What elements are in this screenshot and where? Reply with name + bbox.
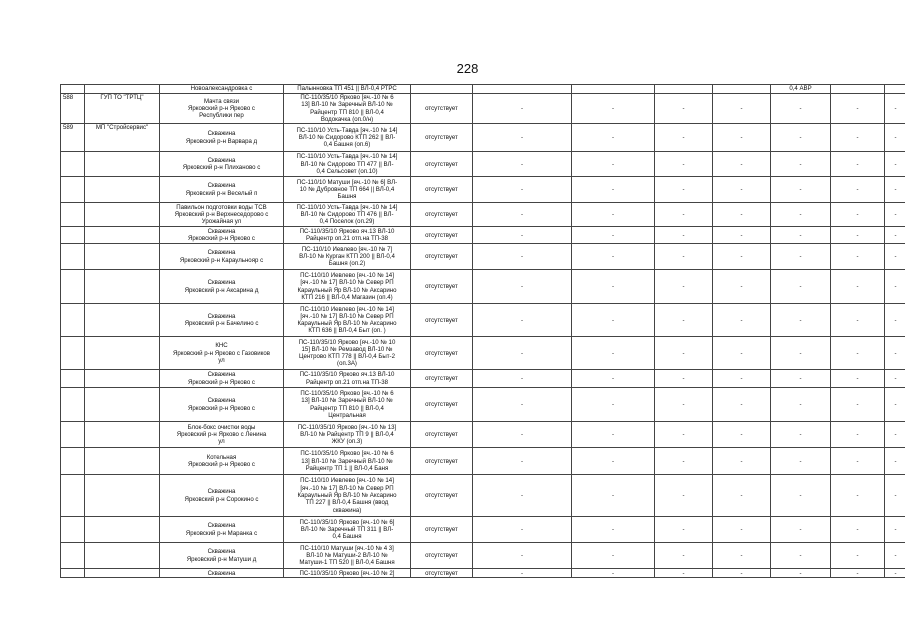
cell-col-10: - <box>771 337 831 370</box>
cell-status: отсутствует <box>411 227 473 244</box>
cell-col-11: - <box>831 448 885 475</box>
cell-col-9: - <box>713 337 771 370</box>
cell-status: отсутствует <box>411 475 473 517</box>
cell-col-9: - <box>713 94 771 124</box>
cell-col-10: - <box>771 517 831 543</box>
cell-col-8: - <box>655 448 713 475</box>
cell-power-supply-scheme: ПС-110/35/10 Ярково [яч.-10 № 6 13] ВЛ-10 № Заречный ВЛ-10 № Райцентр ТП 810 || ВЛ-0,4 Водокачка (оп.0/н) <box>284 94 411 124</box>
cell-row-number <box>61 304 85 337</box>
cell-col-9 <box>713 85 771 94</box>
cell-col-11: - <box>831 177 885 203</box>
cell-col-6: - <box>473 270 572 304</box>
table-row <box>61 270 905 304</box>
cell-col-9: - <box>713 227 771 244</box>
cell-col-8 <box>655 85 713 94</box>
cell-col-7: - <box>572 94 655 124</box>
cell-object-name: Скважина Ярковский р-н Маранка с <box>160 517 284 543</box>
cell-col-9: - <box>713 152 771 177</box>
cell-row-number <box>61 227 85 244</box>
cell-status: отсутствует <box>411 337 473 370</box>
cell-status <box>411 85 473 94</box>
table-row <box>61 124 905 152</box>
cell-col-7: - <box>572 244 655 270</box>
cell-col-11: - <box>831 94 885 124</box>
cell-col-7: - <box>572 388 655 422</box>
cell-col-11: - <box>831 124 885 152</box>
cell-power-supply-scheme: ПС-110/35/10 Ярково [яч.-10 № 6] ВЛ-10 № Заречный ТП 311 || ВЛ- 0,4 Башня <box>284 517 411 543</box>
table-row <box>61 475 905 517</box>
cell-col-10: - <box>771 448 831 475</box>
cell-col-6 <box>473 85 572 94</box>
cell-col-9: - <box>713 270 771 304</box>
cell-col-10: - <box>771 422 831 448</box>
consumer-table <box>60 84 905 578</box>
table-row <box>61 152 905 177</box>
cell-col-9: - <box>713 517 771 543</box>
cell-col-7: - <box>572 517 655 543</box>
cell-col-10: - <box>771 177 831 203</box>
cell-status: отсутствует <box>411 94 473 124</box>
cell-power-supply-scheme: ПС-110/10 Иевлево [яч.-10 № 14] [яч.-10 № 17] ВЛ-10 № Север РП Караульный Яр ВЛ-10 № Аксарино ТП 227 || ВЛ-0,4 Башня (ввод скважина) <box>284 475 411 517</box>
cell-col-8: - <box>655 475 713 517</box>
cell-organization <box>85 517 160 543</box>
cell-col-6: - <box>473 244 572 270</box>
cell-col-11: - <box>831 370 885 388</box>
cell-col-12: - <box>885 448 905 475</box>
cell-col-12: - <box>885 227 905 244</box>
cell-object-name: Скважина Ярковский р-н Аксарина д <box>160 270 284 304</box>
cell-organization <box>85 337 160 370</box>
cell-col-6: - <box>473 304 572 337</box>
cell-col-8: - <box>655 304 713 337</box>
cell-row-number <box>61 203 85 227</box>
cell-row-number: 588 <box>61 94 85 124</box>
cell-organization <box>85 543 160 569</box>
cell-col-12: - <box>885 475 905 517</box>
cell-status: отсутствует <box>411 124 473 152</box>
cell-object-name: Мачта связи Ярковский р-н Ярково с Республики пер <box>160 94 284 124</box>
cell-col-12: - <box>885 94 905 124</box>
cell-power-supply-scheme: ПС-110/10 Матуши [яч.-10 № 4 3] ВЛ-10 № Матуши-2 ВЛ-10 № Матуши-1 ТП 520 || ВЛ-0,4 Башня <box>284 543 411 569</box>
cell-col-11 <box>831 85 885 94</box>
cell-col-11: - <box>831 422 885 448</box>
cell-power-supply-scheme: ПС-110/10 Иевлево [яч.-10 № 7] ВЛ-10 № Курган КТП 200 || ВЛ-0,4 Башня (оп.2) <box>284 244 411 270</box>
table-row <box>61 448 905 475</box>
cell-object-name: КНС Ярковский р-н Ярково с Газовиков ул <box>160 337 284 370</box>
cell-col-6: - <box>473 448 572 475</box>
cell-organization: МП "Стройсервис" <box>85 124 160 152</box>
cell-col-8: - <box>655 270 713 304</box>
cell-organization <box>85 388 160 422</box>
cell-col-9: - <box>713 370 771 388</box>
cell-col-9: - <box>713 203 771 227</box>
cell-col-11: - <box>831 543 885 569</box>
cell-object-name: Скважина Ярковский р-н Сорокино с <box>160 475 284 517</box>
cell-col-11: - <box>831 270 885 304</box>
table-row <box>61 517 905 543</box>
cell-power-supply-scheme: ПС-110/10 Усть-Тавда [яч.-10 № 14] ВЛ-10 № Сидорово ТП 476 || ВЛ- 0,4 Поселок (оп.29) <box>284 203 411 227</box>
cell-col-8: - <box>655 203 713 227</box>
cell-col-12: - <box>885 152 905 177</box>
cell-status: отсутствует <box>411 244 473 270</box>
cell-col-7: - <box>572 270 655 304</box>
cell-status: отсутствует <box>411 448 473 475</box>
cell-col-10: - <box>771 152 831 177</box>
cell-power-supply-scheme: ПС-110/10 Иевлево [яч.-10 № 14] [яч.-10 № 17] ВЛ-10 № Север РП Караульный Яр ВЛ-10 № Аксарино КТП 216 || ВЛ-0,4 Магазин (оп.4) <box>284 270 411 304</box>
cell-col-7: - <box>572 203 655 227</box>
table-row <box>61 370 905 388</box>
cell-power-supply-scheme: ПС-110/35/10 Ярково яч.13 ВЛ-10 Райцентр оп.21 отп.на ТП-38 <box>284 370 411 388</box>
cell-col-12: - <box>885 124 905 152</box>
cell-col-9: - <box>713 304 771 337</box>
cell-power-supply-scheme: ПС-110/35/10 Ярково [яч.-10 № 6 13] ВЛ-10 № Заречный ВЛ-10 № Райцентр ТП 1 || ВЛ-0,4 Баня <box>284 448 411 475</box>
cell-col-7: - <box>572 337 655 370</box>
cell-col-10: 0,4 АВР <box>771 85 831 94</box>
cell-power-supply-scheme: ПС-110/10 Усть-Тавда [яч.-10 № 14] ВЛ-10 № Сидорово КТП 262 || ВЛ- 0,4 Башня (оп.6) <box>284 124 411 152</box>
cell-row-number <box>61 448 85 475</box>
cell-organization <box>85 475 160 517</box>
cell-col-7: - <box>572 124 655 152</box>
cell-col-10: - <box>771 203 831 227</box>
cell-organization <box>85 304 160 337</box>
cell-col-12: - <box>885 177 905 203</box>
cell-organization <box>85 370 160 388</box>
cell-col-7: - <box>572 543 655 569</box>
cell-object-name: Скважина Ярковский р-н Веселый п <box>160 177 284 203</box>
cell-col-6: - <box>473 422 572 448</box>
cell-row-number <box>61 177 85 203</box>
cell-col-11: - <box>831 203 885 227</box>
cell-row-number <box>61 152 85 177</box>
cell-col-9: - <box>713 244 771 270</box>
cell-object-name: Скважина Ярковский р-н Караульнояр с <box>160 244 284 270</box>
cell-col-6: - <box>473 517 572 543</box>
cell-col-6: - <box>473 94 572 124</box>
cell-object-name: Скважина Ярковский р-н Бачелино с <box>160 304 284 337</box>
cell-col-6: - <box>473 152 572 177</box>
cell-power-supply-scheme: ПС-110/35/10 Ярково [яч.-10 № 10 15] ВЛ-10 № Ремзавод ВЛ-10 № Центрово КТП 778 || ВЛ-0,4 Быт-2 (оп.3А) <box>284 337 411 370</box>
cell-col-8: - <box>655 124 713 152</box>
cell-row-number: 589 <box>61 124 85 152</box>
cell-status: отсутствует <box>411 304 473 337</box>
cell-col-10: - <box>771 244 831 270</box>
table-row <box>61 85 905 94</box>
cell-col-9: - <box>713 448 771 475</box>
table-row <box>61 94 905 124</box>
cell-object-name: Скважина Ярковский р-н Варвара д <box>160 124 284 152</box>
cell-status: отсутствует <box>411 152 473 177</box>
cell-col-11: - <box>831 227 885 244</box>
cell-col-7: - <box>572 569 655 578</box>
cell-col-10: - <box>771 475 831 517</box>
cell-status: отсутствует <box>411 517 473 543</box>
cell-col-8: - <box>655 177 713 203</box>
cell-object-name: Блок-бокс очистки воды Ярковский р-н Ярково с Ленина ул <box>160 422 284 448</box>
cell-object-name: Скважина Ярковский р-н Ярково с <box>160 388 284 422</box>
cell-col-8: - <box>655 422 713 448</box>
cell-status: отсутствует <box>411 569 473 578</box>
cell-row-number <box>61 270 85 304</box>
cell-col-6: - <box>473 203 572 227</box>
cell-row-number <box>61 244 85 270</box>
cell-organization <box>85 177 160 203</box>
cell-col-7: - <box>572 475 655 517</box>
cell-organization <box>85 270 160 304</box>
cell-col-10: - <box>771 270 831 304</box>
cell-col-11: - <box>831 517 885 543</box>
cell-col-6: - <box>473 177 572 203</box>
cell-col-6: - <box>473 337 572 370</box>
cell-object-name: Скважина <box>160 569 284 578</box>
cell-row-number <box>61 85 85 94</box>
cell-col-11: - <box>831 152 885 177</box>
cell-status: отсутствует <box>411 203 473 227</box>
cell-col-12 <box>885 85 905 94</box>
cell-col-12: - <box>885 304 905 337</box>
cell-col-12: - <box>885 270 905 304</box>
cell-col-11: - <box>831 388 885 422</box>
cell-object-name: Новоалександровка с <box>160 85 284 94</box>
cell-col-9: - <box>713 177 771 203</box>
cell-col-7: - <box>572 177 655 203</box>
cell-col-8: - <box>655 388 713 422</box>
cell-power-supply-scheme: ПС-110/35/10 Ярково [яч.-10 № 2] <box>284 569 411 578</box>
cell-col-10: - <box>771 543 831 569</box>
cell-power-supply-scheme: ПС-110/35/10 Ярково [яч.-10 № 13] ВЛ-10 № Райцентр ТП 9 || ВЛ-0,4 ЖКУ (оп.3) <box>284 422 411 448</box>
cell-col-7: - <box>572 448 655 475</box>
table-row <box>61 227 905 244</box>
cell-object-name: Скважина Ярковский р-н Ярково с <box>160 370 284 388</box>
cell-col-9: - <box>713 388 771 422</box>
cell-status: отсутствует <box>411 177 473 203</box>
cell-power-supply-scheme: Палынновка ТП 451 || ВЛ-0,4 РТРС <box>284 85 411 94</box>
cell-col-7: - <box>572 304 655 337</box>
cell-row-number <box>61 370 85 388</box>
cell-object-name: Скважина Ярковский р-н Матуши д <box>160 543 284 569</box>
cell-col-12: - <box>885 203 905 227</box>
cell-row-number <box>61 337 85 370</box>
cell-status: отсутствует <box>411 370 473 388</box>
cell-object-name: Скважина Ярковский р-н Плиханово с <box>160 152 284 177</box>
cell-status: отсутствует <box>411 422 473 448</box>
cell-col-7: - <box>572 370 655 388</box>
cell-col-9: - <box>713 422 771 448</box>
cell-col-11: - <box>831 337 885 370</box>
cell-organization <box>85 422 160 448</box>
cell-col-6: - <box>473 475 572 517</box>
cell-col-10: - <box>771 124 831 152</box>
cell-power-supply-scheme: ПС-110/10 Усть-Тавда [яч.-10 № 14] ВЛ-10 № Сидорово ТП 477 || ВЛ- 0,4 Сельсовет (оп.10) <box>284 152 411 177</box>
cell-row-number <box>61 422 85 448</box>
cell-col-7: - <box>572 422 655 448</box>
cell-col-10: - <box>771 569 831 578</box>
cell-power-supply-scheme: ПС-110/35/10 Ярково яч.13 ВЛ-10 Райцентр оп.21 отп.на ТП-38 <box>284 227 411 244</box>
table-row <box>61 244 905 270</box>
table-row <box>61 304 905 337</box>
cell-organization: ГУП ТО "ТРТЦ" <box>85 94 160 124</box>
cell-status: отсутствует <box>411 543 473 569</box>
cell-col-7: - <box>572 227 655 244</box>
cell-power-supply-scheme: ПС-110/35/10 Ярково [яч.-10 № 6 13] ВЛ-10 № Заречный ВЛ-10 № Райцентр ТП 810 || ВЛ-0,4 Центральная <box>284 388 411 422</box>
cell-col-7: - <box>572 152 655 177</box>
cell-row-number <box>61 569 85 578</box>
cell-organization <box>85 448 160 475</box>
cell-col-8: - <box>655 370 713 388</box>
cell-col-11: - <box>831 244 885 270</box>
cell-object-name: Скважина Ярковский р-н Ярково с <box>160 227 284 244</box>
cell-col-9: - <box>713 475 771 517</box>
cell-col-11: - <box>831 475 885 517</box>
cell-col-8: - <box>655 337 713 370</box>
cell-row-number <box>61 388 85 422</box>
cell-col-9: - <box>713 569 771 578</box>
table-row <box>61 203 905 227</box>
table-row <box>61 422 905 448</box>
cell-col-10: - <box>771 370 831 388</box>
cell-col-11: - <box>831 304 885 337</box>
cell-row-number <box>61 543 85 569</box>
cell-status: отсутствует <box>411 270 473 304</box>
cell-col-10: - <box>771 94 831 124</box>
cell-col-6: - <box>473 370 572 388</box>
cell-col-8: - <box>655 543 713 569</box>
cell-col-12: - <box>885 244 905 270</box>
cell-col-6: - <box>473 569 572 578</box>
cell-col-12: - <box>885 569 905 578</box>
cell-organization <box>85 569 160 578</box>
cell-col-6: - <box>473 227 572 244</box>
cell-col-6: - <box>473 124 572 152</box>
cell-power-supply-scheme: ПС-110/10 Матуши [яч.-10 № 6] ВЛ- 10 № Дубровное ТП 664 || ВЛ-0,4 Башня <box>284 177 411 203</box>
table-row <box>61 543 905 569</box>
cell-col-8: - <box>655 94 713 124</box>
cell-col-8: - <box>655 569 713 578</box>
table-row <box>61 337 905 370</box>
cell-col-10: - <box>771 388 831 422</box>
cell-organization <box>85 85 160 94</box>
cell-organization <box>85 152 160 177</box>
table-row <box>61 177 905 203</box>
cell-object-name: Павильон подготовки воды ТСВ Ярковский р-н Верхнеседорово с Урожайная ул <box>160 203 284 227</box>
cell-col-8: - <box>655 227 713 244</box>
cell-col-8: - <box>655 517 713 543</box>
cell-row-number <box>61 517 85 543</box>
cell-power-supply-scheme: ПС-110/10 Иевлево [яч.-10 № 14] [яч.-10 № 17] ВЛ-10 № Север РП Караульный Яр ВЛ-10 № Аксарино КТП 636 || ВЛ-0,4 Быт (оп. ) <box>284 304 411 337</box>
cell-col-6: - <box>473 543 572 569</box>
cell-col-7 <box>572 85 655 94</box>
cell-col-12: - <box>885 337 905 370</box>
cell-col-9: - <box>713 124 771 152</box>
cell-status: отсутствует <box>411 388 473 422</box>
cell-organization <box>85 227 160 244</box>
cell-col-12: - <box>885 422 905 448</box>
table-row <box>61 388 905 422</box>
cell-col-10: - <box>771 304 831 337</box>
page-number: 228 <box>456 61 479 76</box>
cell-col-12: - <box>885 543 905 569</box>
cell-col-10: - <box>771 227 831 244</box>
cell-organization <box>85 203 160 227</box>
cell-col-9: - <box>713 543 771 569</box>
cell-col-11: - <box>831 569 885 578</box>
table-row <box>61 569 905 578</box>
cell-col-8: - <box>655 244 713 270</box>
cell-col-12: - <box>885 517 905 543</box>
cell-col-12: - <box>885 388 905 422</box>
cell-col-6: - <box>473 388 572 422</box>
cell-col-12: - <box>885 370 905 388</box>
cell-organization <box>85 244 160 270</box>
cell-col-8: - <box>655 152 713 177</box>
cell-object-name: Котельная Ярковский р-н Ярково с <box>160 448 284 475</box>
cell-row-number <box>61 475 85 517</box>
